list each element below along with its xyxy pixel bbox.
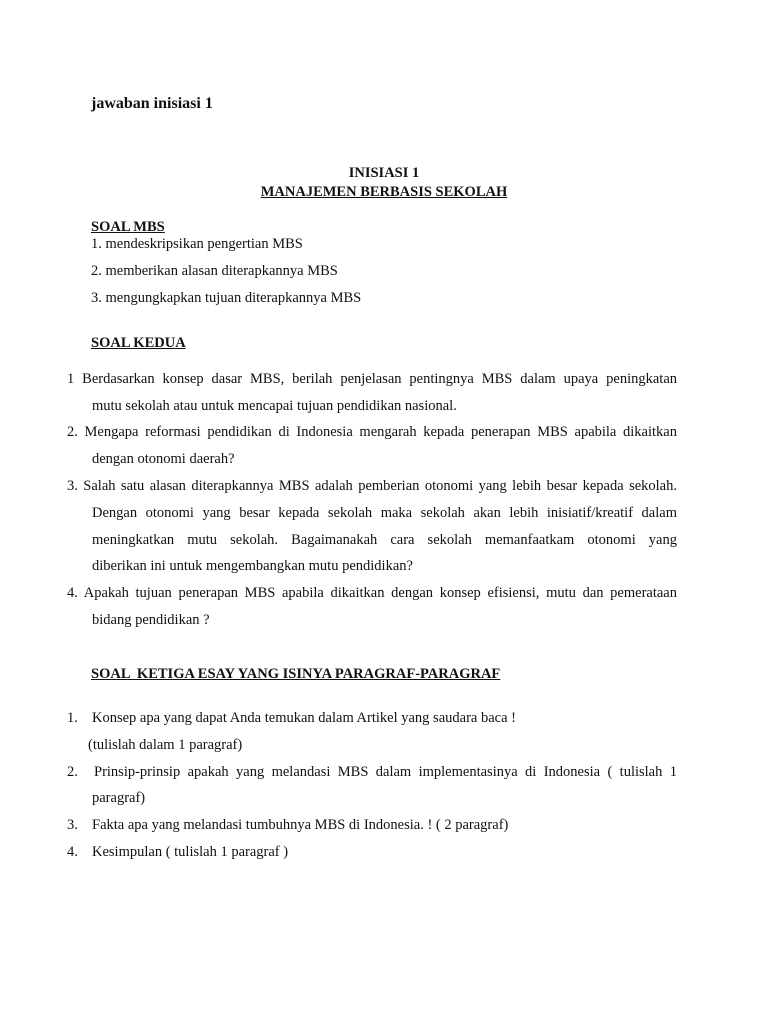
soal-kedua-q2-line1: 2. Mengapa reformasi pendidikan di Indonesia mengarah kepada penerapan MBS apabila dikaitkan xyxy=(67,424,677,440)
soal-ketiga-item-number: 2. xyxy=(67,764,78,780)
soal-kedua-q4-line1: 4. Apakah tujuan penerapan MBS apabila dikaitkan dengan konsep efisiensi, mutu dan pemerataan xyxy=(67,585,677,601)
soal-kedua-q3-line4: diberikan ini untuk mengembangkan mutu pendidikan? xyxy=(92,558,413,574)
soal-kedua-q3-line2: Dengan otonomi yang besar kepada sekolah maka sekolah akan lebih inisiatif/kreatif dalam xyxy=(92,505,677,521)
soal-ketiga-item-number: 1. xyxy=(67,710,78,726)
soal-kedua-q4-line2: bidang pendidikan ? xyxy=(92,612,210,628)
soal-kedua-q2-line2: dengan otonomi daerah? xyxy=(92,451,235,467)
soal-ketiga-item-1-line1: Konsep apa yang dapat Anda temukan dalam Artikel yang saudara baca ! xyxy=(92,710,516,726)
soal-mbs-item: 3. mengungkapkan tujuan diterapkannya MBS xyxy=(91,290,362,306)
soal-kedua-q3-line3: meningkatkan mutu sekolah. Bagaimanakah cara sekolah memanfaatkam otonomi yang xyxy=(92,532,677,548)
soal-ketiga-item-1-line2: (tulislah dalam 1 paragraf) xyxy=(88,737,243,753)
soal-kedua-q3-line1: 3. Salah satu alasan diterapkannya MBS adalah pemberian otonomi yang lebih besar kepada sekolah. xyxy=(67,478,677,494)
document-subtitle-text: MANAJEMEN BERBASIS SEKOLAH xyxy=(260,184,508,200)
soal-ketiga-item-4-line1: Kesimpulan ( tulislah 1 paragraf ) xyxy=(92,844,289,860)
soal-kedua-heading: SOAL KEDUA xyxy=(91,335,186,351)
soal-mbs-item: 2. memberikan alasan diterapkannya MBS xyxy=(91,263,338,279)
soal-ketiga-item-2-line1: Prinsip-prinsip apakah yang melandasi MBS dalam implementasinya di Indonesia ( tulislah 1 xyxy=(94,764,677,780)
soal-ketiga-heading: SOAL KETIGA ESAY YANG ISINYA PARAGRAF-PARAGRAF xyxy=(91,666,501,682)
document-header: jawaban inisiasi 1 xyxy=(91,95,213,112)
soal-mbs-heading: SOAL MBS xyxy=(91,219,165,235)
soal-kedua-q1-line1: 1 Berdasarkan konsep dasar MBS, berilah penjelasan pentingnya MBS dalam upaya peningkatan xyxy=(67,371,677,387)
soal-ketiga-item-3-line1: Fakta apa yang melandasi tumbuhnya MBS di Indonesia. ! ( 2 paragraf) xyxy=(92,817,509,833)
soal-ketiga-item-number: 4. xyxy=(67,844,78,860)
document-title: INISIASI 1 xyxy=(348,165,420,181)
soal-ketiga-item-number: 3. xyxy=(67,817,78,833)
document-subtitle xyxy=(0,184,768,201)
soal-mbs-item: 1. mendeskripsikan pengertian MBS xyxy=(91,236,303,252)
soal-ketiga-item-2-line2: paragraf) xyxy=(92,790,146,806)
soal-kedua-q1-line2: mutu sekolah atau untuk mencapai tujuan pendidikan nasional. xyxy=(92,398,457,414)
